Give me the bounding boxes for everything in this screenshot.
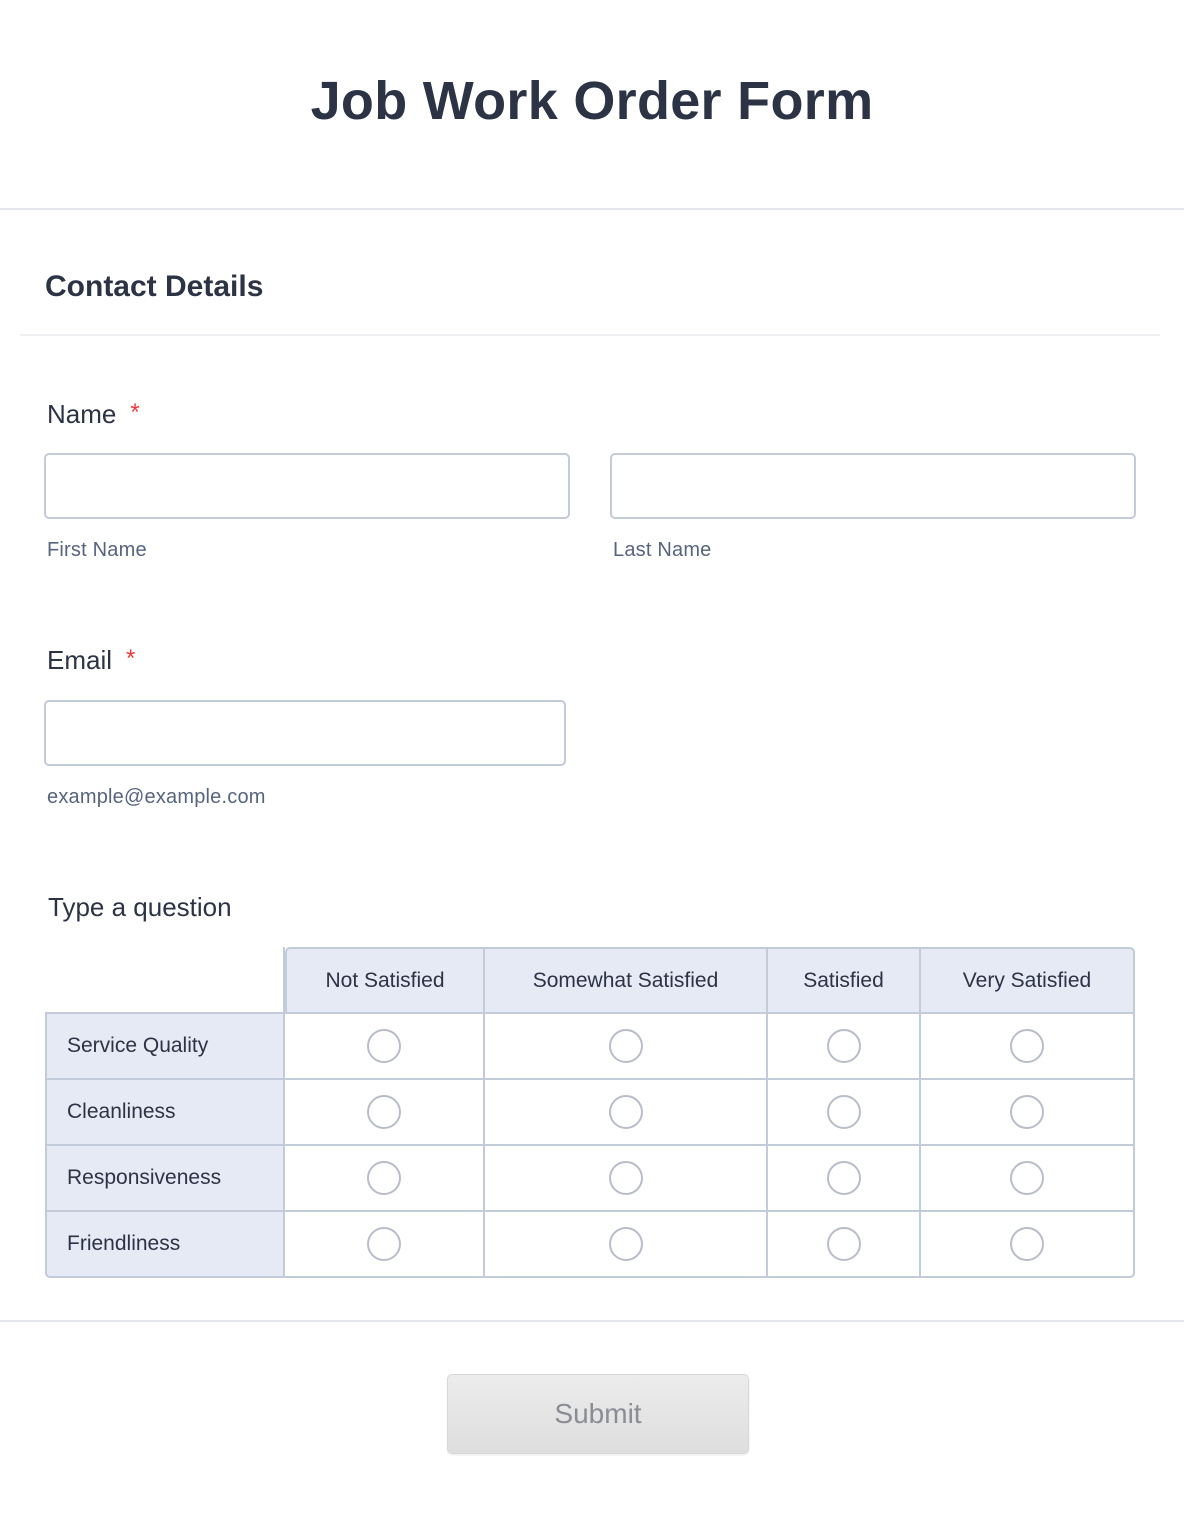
section-title: Contact Details — [45, 270, 264, 303]
radio-button[interactable] — [367, 1227, 401, 1261]
matrix-corner-cell — [45, 947, 285, 1014]
last-name-sublabel: Last Name — [613, 539, 712, 561]
matrix-cell — [921, 1080, 1135, 1146]
email-input[interactable] — [44, 700, 566, 766]
radio-button[interactable] — [609, 1095, 643, 1129]
matrix-cell — [921, 1212, 1135, 1278]
satisfaction-matrix — [45, 947, 1135, 1278]
matrix-cell — [485, 1212, 768, 1278]
radio-button[interactable] — [1010, 1227, 1044, 1261]
matrix-column-header: Satisfied — [768, 947, 921, 1014]
radio-button[interactable] — [1010, 1161, 1044, 1195]
matrix-cell — [485, 1014, 768, 1080]
radio-button[interactable] — [1010, 1029, 1044, 1063]
matrix-cell — [285, 1014, 485, 1080]
matrix-column-header: Not Satisfied — [285, 947, 485, 1014]
radio-button[interactable] — [367, 1095, 401, 1129]
radio-button[interactable] — [827, 1227, 861, 1261]
form-header — [0, 0, 1184, 210]
name-required-mark: * — [130, 399, 140, 426]
matrix-cell — [768, 1146, 921, 1212]
first-name-input[interactable] — [44, 453, 570, 519]
radio-button[interactable] — [367, 1161, 401, 1195]
matrix-cell — [921, 1014, 1135, 1080]
matrix-cell — [768, 1014, 921, 1080]
submit-button[interactable]: Submit — [447, 1374, 749, 1454]
matrix-cell — [768, 1080, 921, 1146]
matrix-cell — [921, 1146, 1135, 1212]
matrix-row-label: Friendliness — [45, 1212, 285, 1278]
matrix-cell — [285, 1146, 485, 1212]
radio-button[interactable] — [827, 1161, 861, 1195]
matrix-row — [45, 1212, 1135, 1278]
email-label-text: Email — [47, 645, 113, 675]
email-sublabel: example@example.com — [47, 786, 266, 808]
radio-button[interactable] — [609, 1029, 643, 1063]
matrix-row — [45, 1146, 1135, 1212]
matrix-cell — [285, 1080, 485, 1146]
section-divider — [20, 334, 1160, 336]
matrix-cell — [485, 1146, 768, 1212]
radio-button[interactable] — [827, 1029, 861, 1063]
matrix-cell — [285, 1212, 485, 1278]
matrix-row — [45, 1014, 1135, 1080]
matrix-row-label: Responsiveness — [45, 1146, 285, 1212]
radio-button[interactable] — [827, 1095, 861, 1129]
radio-button[interactable] — [1010, 1095, 1044, 1129]
matrix-cell — [485, 1080, 768, 1146]
matrix-header-row — [45, 947, 1135, 1014]
email-label — [47, 645, 135, 676]
form-title: Job Work Order Form — [310, 71, 874, 131]
name-label — [47, 399, 140, 430]
email-required-mark: * — [126, 645, 136, 672]
matrix-row-label: Service Quality — [45, 1014, 285, 1080]
footer-divider — [0, 1320, 1184, 1322]
radio-button[interactable] — [609, 1161, 643, 1195]
matrix-cell — [768, 1212, 921, 1278]
matrix-column-header: Somewhat Satisfied — [485, 947, 768, 1014]
last-name-input[interactable] — [610, 453, 1136, 519]
radio-button[interactable] — [609, 1227, 643, 1261]
matrix-question-label: Type a question — [48, 892, 232, 922]
radio-button[interactable] — [367, 1029, 401, 1063]
matrix-row-label: Cleanliness — [45, 1080, 285, 1146]
matrix-row — [45, 1080, 1135, 1146]
matrix-column-header: Very Satisfied — [921, 947, 1135, 1014]
first-name-sublabel: First Name — [47, 539, 147, 561]
name-label-text: Name — [47, 399, 117, 429]
